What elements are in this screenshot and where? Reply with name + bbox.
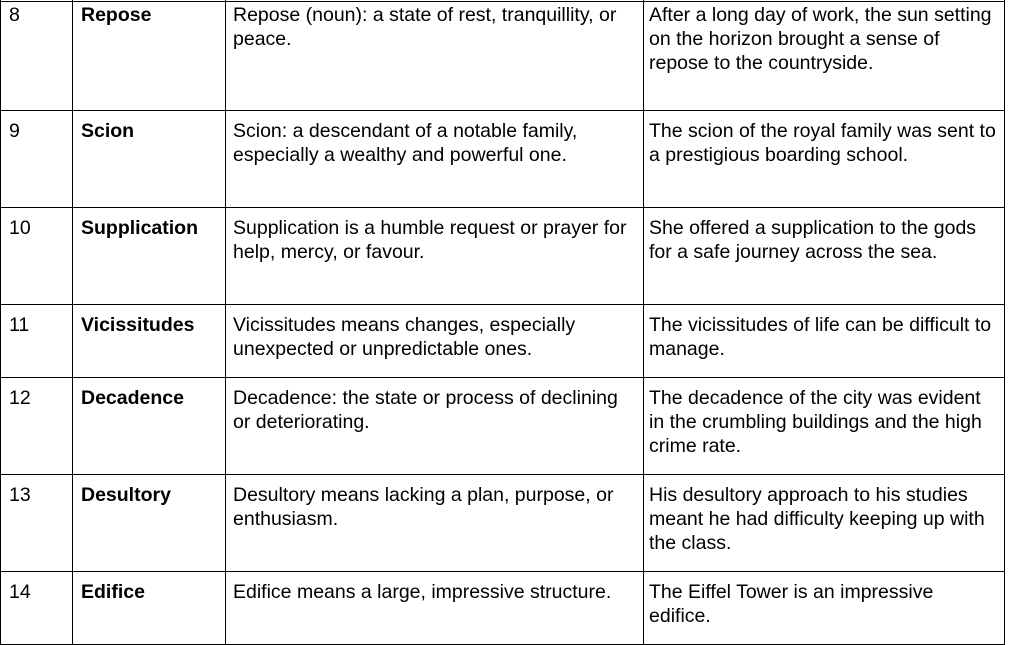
definition: Supplication is a humble request or prayer for help, mercy, or favour. <box>226 208 644 305</box>
definition: Desultory means lacking a plan, purpose, or enthusiasm. <box>226 475 644 572</box>
vocab-word: Vicissitudes <box>73 305 226 378</box>
row-number: 12 <box>1 378 73 475</box>
vocab-word: Decadence <box>73 378 226 475</box>
example-sentence: His desultory approach to his studies meant he had difficulty keeping up with the class. <box>644 475 1005 572</box>
row-number: 13 <box>1 475 73 572</box>
table-row <box>1 208 1005 305</box>
table-row <box>1 378 1005 475</box>
vocab-word: Desultory <box>73 475 226 572</box>
example-sentence: The decadence of the city was evident in the crumbling buildings and the high crime rate. <box>644 378 1005 475</box>
example-sentence: After a long day of work, the sun setting on the horizon brought a sense of repose to the countryside. <box>644 2 1005 111</box>
table-row <box>1 2 1005 111</box>
table-row <box>1 111 1005 208</box>
row-number: 11 <box>1 305 73 378</box>
example-sentence: She offered a supplication to the gods for a safe journey across the sea. <box>644 208 1005 305</box>
table-row <box>1 475 1005 572</box>
vocab-word: Supplication <box>73 208 226 305</box>
vocab-word: Repose <box>73 2 226 111</box>
definition: Repose (noun): a state of rest, tranquillity, or peace. <box>226 2 644 111</box>
example-sentence: The scion of the royal family was sent to a prestigious boarding school. <box>644 111 1005 208</box>
table-row <box>1 305 1005 378</box>
definition: Decadence: the state or process of declining or deteriorating. <box>226 378 644 475</box>
definition: Vicissitudes means changes, especially unexpected or unpredictable ones. <box>226 305 644 378</box>
vocab-word: Scion <box>73 111 226 208</box>
table-row <box>1 572 1005 645</box>
vocab-word: Edifice <box>73 572 226 645</box>
definition: Edifice means a large, impressive structure. <box>226 572 644 645</box>
row-number: 8 <box>1 2 73 111</box>
row-number: 9 <box>1 111 73 208</box>
definition: Scion: a descendant of a notable family, especially a wealthy and powerful one. <box>226 111 644 208</box>
row-number: 14 <box>1 572 73 645</box>
row-number: 10 <box>1 208 73 305</box>
example-sentence: The Eiffel Tower is an impressive edifice. <box>644 572 1005 645</box>
example-sentence: The vicissitudes of life can be difficult to manage. <box>644 305 1005 378</box>
